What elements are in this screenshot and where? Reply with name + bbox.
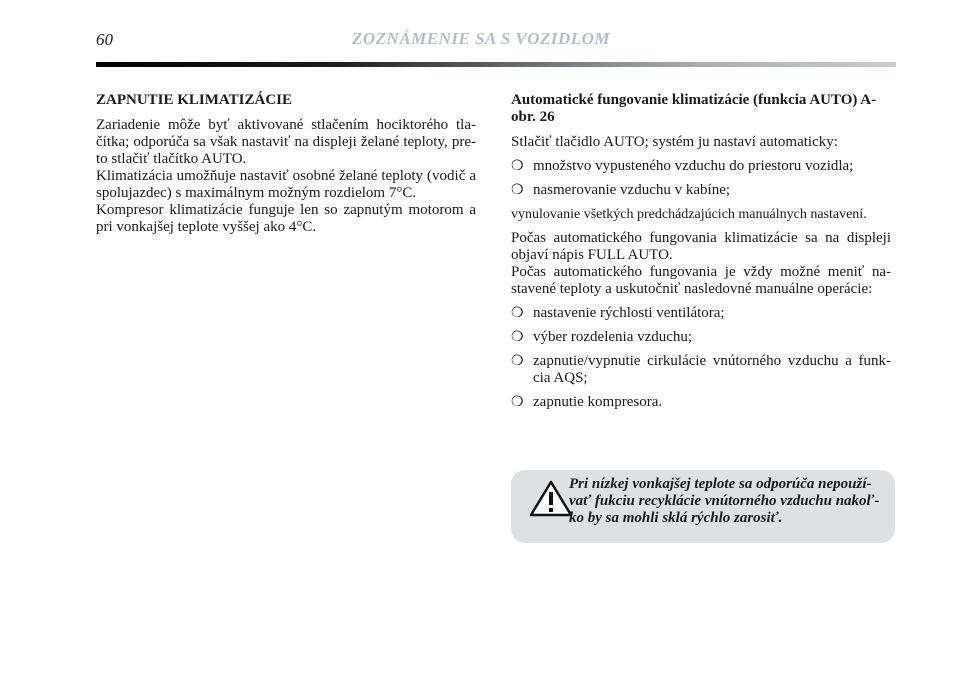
paragraph: Počas automatického fungovania je vždy možné meniť na-stavené teploty a uskutočniť nasledovné manuálne operácie:: [511, 264, 891, 297]
manual-operations-list: [511, 305, 891, 411]
list-item: ❍ nastavenie rýchlosti ventilátora;: [511, 305, 725, 321]
paragraph: Klimatizácia umožňuje nastaviť osobné želané teploty (vodič a spolujazdec) s maximálnym možným rozdielom 7°C.: [96, 168, 476, 201]
section-heading-auto-mode: Automatické fungovanie klimatizácie (funkcia AUTO) A-obr. 26: [511, 92, 877, 125]
warning-text: Pri nízkej vonkajšej teplote sa odporúča nepouží-vať fukciu recyklácie vnútorného vzduchu nakoľ-ko by sa mohli sklá rýchlo zarosiť.: [569, 476, 880, 526]
right-column: [511, 92, 891, 411]
bullet-icon: ❍: [511, 159, 524, 174]
bullet-icon: ❍: [511, 330, 524, 345]
list-item: ❍ zapnutie kompresora.: [511, 394, 663, 410]
reset-line: vynulovanie všetkých predchádzajúcich manuálnych nastavení.: [511, 207, 867, 222]
warning-note: [511, 470, 895, 543]
intro-text: Stlačiť tlačidlo AUTO; systém ju nastaví automaticky:: [511, 134, 838, 150]
list-item: ❍ zapnutie/vypnutie cirkulácie vnútorného vzduchu a funk-cia AQS;: [511, 353, 891, 386]
section-heading-climate-on: ZAPNUTIE KLIMATIZÁCIE: [96, 92, 293, 108]
page-number: 60: [96, 30, 113, 49]
list-item: ❍ množstvo vypusteného vzduchu do priestoru vozidla;: [511, 158, 854, 174]
paragraph: Zariadenie môže byť aktivované stlačením hociktorého tla-čítka; odporúča sa však nastaviť na displeji želané teploty, pre-to stlačiť tlačítko AUTO.: [96, 117, 476, 167]
auto-settings-list: [511, 158, 891, 199]
header-rule: [96, 62, 896, 67]
running-header-title: ZOZNÁMENIE SA S VOZIDLOM: [352, 29, 611, 48]
bullet-icon: ❍: [511, 183, 524, 198]
list-item: ❍ nasmerovanie vzduchu v kabíne;: [511, 182, 731, 198]
bullet-icon: ❍: [511, 354, 524, 369]
warning-triangle-icon: [529, 480, 573, 518]
bullet-icon: ❍: [511, 395, 524, 410]
left-column: [96, 92, 476, 236]
list-item: ❍ výber rozdelenia vzduchu;: [511, 329, 693, 345]
paragraph: Kompresor klimatizácie funguje len so zapnutým motorom a pri vonkajšej teplote vyššej ako 4°C.: [96, 202, 476, 235]
paragraph: Počas automatického fungovania klimatizácie sa na displeji objaví nápis FULL AUTO.: [511, 230, 891, 263]
bullet-icon: ❍: [511, 306, 524, 321]
